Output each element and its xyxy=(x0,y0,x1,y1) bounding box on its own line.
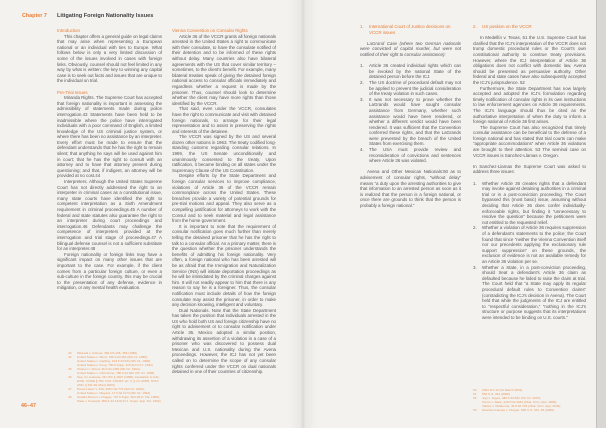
footnote-number: 45 xyxy=(68,367,72,371)
footnote-text: State v. Kounelis, 609 A.2d 1310 (N.J. Super. App. Div. 1992) xyxy=(77,399,161,403)
paragraph: In Sanchez-Llamas the Supreme Court was asked to address three issues: xyxy=(473,163,586,175)
footnote-text: Valdez v. Oklahoma, 46 P.3d 703 (Okla. Crim. App. 2002) xyxy=(482,404,561,408)
footnotes-left-page xyxy=(68,351,168,403)
list-item xyxy=(473,265,586,321)
list-item xyxy=(473,225,586,264)
paragraph: It is important to note that the requirement of consular notification goes much further than merely telling the detained prisoner that he has the right to talk to a consular official. As a primary matter, there is the question whether the prisoner understands the benefits of admitting his foreign nationality. Very often, a foreign national who has been arrested will be as afraid that the Immigration and Naturalization Service (INS) will initiate deportation proceedings as he will be intimidated by the criminal charges against him. It will not readily appear to him that there is any reason to say he is a foreigner. Thus, the consular notification must include details of how the foreign consulate may assist the prisoner, in order to make any decision knowing, intelligent and voluntary. xyxy=(172,223,276,308)
chapter-label: Chapter 7 xyxy=(22,13,47,19)
section-heading-icj-decisions xyxy=(360,24,461,35)
paragraph: Miranda Rights. The Supreme Court has accepted that foreign nationality is important in assessing the admissibility of statements made during police interrogation.43 Statements have been held to be inadmissible where the police have interrogated individuals with a poor command of English, a limited knowledge of the US criminal justice system, or where there has been no assistance by an interpreter. Every effort must be made to ensure that the defendant understands that he has the right to remain silent; that anything he says will be used against him in court; that he has the right to consult with an attorney and to have that attorney present during questioning; and that, if indigent, an attorney will be provided at no cost.44 xyxy=(57,95,162,179)
paragraph: Despite efforts by the State Department and foreign consular services to improve compliance, violations of Article 36 of the VCCR remain commonplace across the United States. These breaches provide a variety of potential grounds for pre-trial motions and appeal. They also serve as a compelling justification for attorneys to work with the Consul and to seek material and legal assistance from the home government. xyxy=(172,173,276,224)
paragraph: The VCCR was signed by the US and several dozen other nations in 1963. The treaty codified long-standing customs regarding consular relations. In 1969, the US Senate unconditionally and unanimously consented to the treaty. Upon ratification, it became binding on all states under the Supremacy Clause of the US Constitution. xyxy=(172,134,276,173)
paragraph: Foreign nationality or foreign links may have a significant impact on many other issues that are important to the case. For example, if the client comes from a particular foreign culture, or even a sub-culture in the foreign country, this may be crucial to the presentation of any defense, evidence in mitigation, or any mental health evaluation. xyxy=(57,251,162,291)
list-item xyxy=(360,63,461,80)
list-item-number: 3. xyxy=(473,264,477,270)
list-item-text: It was not necessary to prove whether the LaGrands would have sought consular assistance from Germany, whether such assistance would have been rendered, or whether a different verdict would have been rendered. It was sufficient that the Convention conferred these rights, and that the LaGrands were prevented by the breach of the United States from exercising them. xyxy=(369,96,461,147)
paragraph: This chapter offers a general guide on legal claims that may arise when representing a European national or an individual with ties to Europe. What follows below is only a very limited discussion of some of the issues involved in cases with foreign links. Obviously, counsel should not feel limited in any way by what is written: the key to winning any capital case is to seek out facts and issues that are unique to the individual on trial. xyxy=(57,33,162,84)
section-heading-introduction: Introduction xyxy=(57,28,80,33)
list-item xyxy=(473,181,586,226)
footnote-text: EVID. CODE § 752; N.M. CONST. art. II, § 14; MINN. STAT. xyxy=(77,379,159,383)
footnote-text: Chacon v. Wood, 36 F.3d 1459 (9th Cir. 1994); xyxy=(77,367,141,371)
footnote-text: Jogi v. Voges, 480 F.3d 822 (7th Cir. 2007); xyxy=(482,396,542,400)
paragraph: The Supreme Court has also recognized that timely consular assistance can be beneficial to the defense of a foreign national and has stated that trial courts can make “appropriate accommodations” when Article 36 violations are brought to their attention. 53 The seminal case on VCCR issues is Sanchez-Llamas v. Oregon. xyxy=(473,124,586,158)
footnote-text: United States v. Garibay, 143 F.3d 534 (9th Cir. 1998); xyxy=(77,359,152,363)
lead-paragraph: LaGrand Case (where two German nationals were convicted of capital murder, but were not notified of their right to consular assistance): xyxy=(360,40,461,57)
footnote-text: ANN. § 611.30 (West 2003) xyxy=(77,383,115,387)
page-number: 46–47 xyxy=(21,403,36,409)
footnote-number: 50 xyxy=(473,388,477,392)
footnote-number: 52 xyxy=(473,396,477,400)
paragraph: Furthermore, the State Department has now largely accepted and adopted the ICJ’s formulation regarding timely notification of consular rights in its own instructions to law enforcement agencies on Article 36 requirements. The ICJ’s language should thus be cited as the authoritative interpretation of when the duty to inform a foreign national of Article 36 first arises. xyxy=(473,85,586,125)
list-item-text: Whether a violation of Article 36 requires suppression of a defendant’s statements to the police; the Court found that since “neither the Vienna Convention itself nor our precedents applying the exclusionary rule support suppression” on these grounds, the exclusion of evidence is not an available remedy for an Article 36 violation per se. xyxy=(482,225,586,264)
left-column-2 xyxy=(172,28,276,375)
list-item-text: Whether a State, in a post-conviction proceeding, should treat a defendant’s Article 36 claim as defaulted because he failed to raise the claim at trial. The Court held that “a State may apply its regular procedural default rules to Convention claims” (contradicting the ICJ’s decision in Avena). The Court held that while the judgments of the ICJ are entitled to “respectful consideration,” “nothing in the ICJ’s structure or purpose suggests that its interpretations were intended to be binding on U.S. courts.” xyxy=(482,264,586,320)
list-item xyxy=(360,97,461,147)
paragraph: Avena and Other Mexican Nationals:50 as to advisement of consular rights, “without delay” means “a duty upon the arresting authorities to give that information to an arrested person as soon as it is realized that the person is a foreign national, or once there are grounds to think that the person is probably a foreign national.” xyxy=(360,169,461,208)
paragraph: Dual Nationals. Note that the State Department has taken the position that individuals arrested in the US who hold both US and foreign citizenship have no right to advisement or to consular notification under Article 36. Mexico adopted a similar position, withdrawing its assertion of a violation in a case of a prisoner who was discovered to possess dual Mexican and U.S. nationality during the Avena proceedings. However, the ICJ has not yet been called on to determine the scope of any consular rights conferred under the VCCR on dual nationals detained in one of their countries of citizenship. xyxy=(172,307,276,375)
list-item-text: Article 36 created individual rights which can be invoked by the national State of the detained person before the ICJ. xyxy=(369,63,461,80)
list-item xyxy=(360,147,461,164)
footnote-text: Miranda v. Arizona, 384 US 436, 469 (1966) xyxy=(77,351,138,355)
list-item-number: 1. xyxy=(360,63,364,69)
footnote xyxy=(473,408,586,412)
numbered-list xyxy=(473,181,586,321)
footnote-number: 51 xyxy=(473,392,477,396)
heading-text: US position on the VCCR xyxy=(482,24,532,29)
paragraph: Interpreters. Although the United States Supreme Court has not directly addressed the right to an interpreter in criminal cases as a constitutional issue, many state courts have identified the right to competent interpretation as a Sixth Amendment requirement in criminal proceedings.45 A number of federal and state statutes also guarantee the right to an interpreter during court proceedings and interrogation.46 Defendants may challenge the competence of interpreters provided at the interrogation and trial stage of proceedings.47 A bilingual defense counsel is not a sufficient substitute for an interpreter.48 xyxy=(57,179,162,252)
paragraph: In Medellín v. Texas, 51 the U.S. Supreme Court has clarified that the ICJ’s interpretation of the VCCR does not trump domestic procedural rules or the Court’s own constitutional authority to construe treaty provisions. However, where the ICJ interpretation of Article 36 obligations does not conflict with domestic law, Avena should be presented as persuasive authority. Other federal and state cases have also subsequently accepted the ICJ’s jurisprudence. 52 xyxy=(473,35,586,85)
list-item-number: 1. xyxy=(473,180,477,186)
footnotes-right-page xyxy=(473,388,586,412)
right-column-1 xyxy=(360,24,461,209)
footnote-number xyxy=(68,399,77,403)
section-heading-vienna-convention: Vienna Convention on Consular Rights xyxy=(172,28,248,33)
list-item-number: 2. xyxy=(360,79,364,85)
footnote-number: 53 xyxy=(473,408,477,412)
list-item-text: Whether Article 36 creates rights that a defendant may invoke against detaining authorities in a criminal trial or in a post-conviction proceeding. The Court bypassed this (most basic) issue, assuming without deciding that Article 36 does confer individually-enforceable rights, but finding it “unnecessary to resolve the question” because the petitioners were not entitled to the requested relief. xyxy=(482,180,586,225)
left-column-1 xyxy=(57,28,162,291)
page-title: Litigating Foreign Nationality Issues xyxy=(57,13,154,19)
footnote-number: 47 xyxy=(68,387,72,391)
footnote-text: See, for example, 28 USC § 1827 (1988); translation in CAL. xyxy=(77,375,161,379)
footnote-text: 552 U.S. 491 (2008) xyxy=(482,392,510,396)
list-item-text: The USA must provide review and reconsideration of convictions and sentences where Article 36 was violated. xyxy=(369,147,461,164)
heading-text: International Court of Justice decisions on VCCR issues xyxy=(369,24,451,35)
footnote-text: Sanchez-Llamas v. Oregon, 548 U.S. 331, 65 (2006) xyxy=(482,408,554,412)
numbered-list xyxy=(360,63,461,164)
page-gutter-shadow xyxy=(288,0,318,428)
heading-number: 2. xyxy=(473,24,477,29)
list-item-text: The US doctrine of procedural default may not be applied to prevent the judicial consideration of the treaty violation in such cases. xyxy=(369,79,461,97)
footnote-text: Torres v. State, 120 P.3d 1184 (Okla. Crim. App. 2005); xyxy=(482,400,557,404)
footnote-text: United States v. Cirrincione, 780 F.2d 620 (7th Cir. 1985) xyxy=(77,371,155,375)
paragraph: Article 36 of the VCCR grants all foreign nationals arrested in the United States a right to communicate with their consulate, to have the consulate notified of their detention and to be informed of these rights without delay. Many countries also have bilateral agreements with the US that cover similar territory – sometimes, to the client’s benefit. For example, many bilateral treaties speak of giving the detained foreign national access to consular officials immediately and regardless whether a request is made by the prisoner. Thus, counsel should look to determine whether the client may have more rights than those identified by the VCCR. xyxy=(172,33,276,106)
page-edge-band xyxy=(596,0,606,428)
footnote-text: United States v. Mayans, 17 F.3d 1174 (9th Cir. 1994) xyxy=(77,391,151,395)
footnote-number: 48 xyxy=(68,395,72,399)
paragraph: That said, even under the VCCR, consulates have the right to communicate and visit with detained foreign nationals, to arrange for their legal representation and to assist in preserving the rights and interests of the detainee. xyxy=(172,106,276,134)
footnote xyxy=(68,399,168,403)
right-column-2 xyxy=(473,24,586,320)
list-item-number: 4. xyxy=(360,147,364,153)
footnote-number: 44 xyxy=(68,355,72,359)
footnote-text: 2004 ICJ 12 (31 March 2004) xyxy=(482,388,523,392)
section-heading-pretrial-issues: Pre-Trial Issues xyxy=(57,89,88,95)
footnote-text: Perez-Lastor v. INS, 208 F.3d 773 (9th Cir. 2000); xyxy=(77,387,145,391)
footnote-number: 46 xyxy=(68,375,72,379)
footnote-number: 43 xyxy=(68,351,72,355)
list-item xyxy=(360,80,461,97)
heading-number: 1. xyxy=(360,24,364,29)
section-heading-us-position xyxy=(473,24,586,30)
footnote-text: Giraldo-Rincon v. Dugger, 707 F.Supp. 504 (M.D. Fla. 1989); xyxy=(77,395,160,399)
list-item-number: 3. xyxy=(360,96,364,102)
list-item-number: 2. xyxy=(473,225,477,231)
footnote-text: United States v. Fung, 780 F.Supp. 115 (E.D.N.Y. 1992) xyxy=(77,363,153,367)
footnote-text: United States v. Short, 790 F.2d 464 (6th Cir. 1986); xyxy=(77,355,148,359)
